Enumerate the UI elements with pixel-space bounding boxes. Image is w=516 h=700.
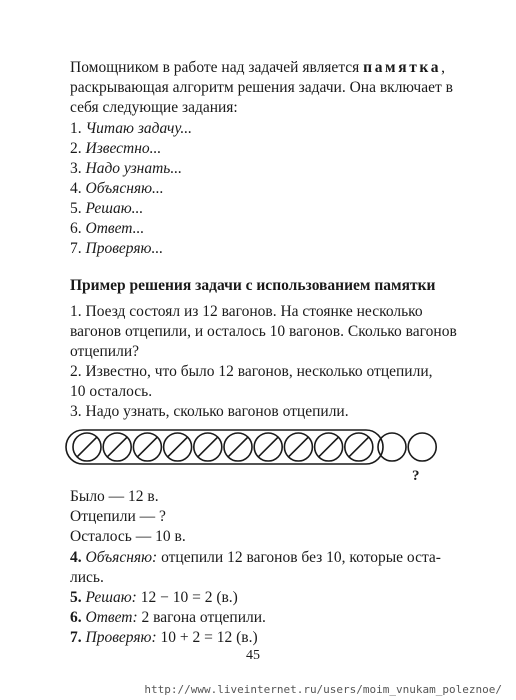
solution-step-4-cont: лись. (70, 569, 104, 586)
step-item: 7. Проверяю... (70, 240, 164, 257)
problem-line: вагонов отцепили, и осталось 10 вагонов. Сколько вагонов (70, 323, 457, 340)
watermark-url: http://www.liveinternet.ru/users/moim_vnukam_poleznoe/ (144, 683, 502, 696)
question-mark: ? (412, 468, 420, 484)
step-item: 2. Известно... (70, 140, 162, 157)
wagon-cross-stroke (137, 437, 157, 457)
solution-step-5: 5. Решаю: 12 − 10 = 2 (в.) (70, 589, 238, 606)
wagon-cross-stroke (258, 437, 278, 457)
step-item: 4. Объясняю... (70, 180, 164, 197)
intro-text: Помощником в работе над задачей является (70, 59, 364, 76)
solution-step-7: 7. Проверяю: 10 + 2 = 12 (в.) (70, 629, 258, 646)
find-line: 3. Надо узнать, сколько вагонов отцепили. (70, 403, 349, 420)
solution-step-6: 6. Ответ: 2 вагона отцепили. (70, 609, 266, 626)
intro-line-3: себя следующие задания: (70, 99, 238, 116)
step-item: 5. Решаю... (70, 200, 144, 217)
intro-line-2: раскрывающая алгоритм решения задачи. Она включает в (70, 79, 453, 96)
wagon-cross-stroke (288, 437, 308, 457)
step-item: 1. Читаю задачу... (70, 120, 192, 137)
problem-line: 1. Поезд состоял из 12 вагонов. На стоянке несколько (70, 303, 423, 320)
known-line: 2. Известно, что было 12 вагонов, несколько отцепили, (70, 363, 433, 380)
wagon-cross-stroke (198, 437, 218, 457)
wagon-cross-stroke (77, 437, 97, 457)
step-item: 3. Надо узнать... (70, 160, 182, 177)
note-removed: Отцепили — ? (70, 508, 166, 525)
problem-line: отцепили? (70, 343, 139, 360)
page-number: 45 (246, 648, 260, 663)
wagon-cross-stroke (228, 437, 248, 457)
note-was: Было — 12 в. (70, 488, 159, 505)
wagon-remaining (408, 433, 436, 461)
wagon-cross-stroke (168, 437, 188, 457)
section-heading: Пример решения задачи с использованием памятки (70, 277, 436, 294)
wagon-cross-stroke (349, 437, 369, 457)
known-line: 10 осталось. (70, 383, 153, 400)
note-left: Осталось — 10 в. (70, 528, 186, 545)
step-item: 6. Ответ... (70, 220, 145, 237)
wagon-cross-stroke (107, 437, 127, 457)
solution-step-4: 4. Объясняю: отцепили 12 вагонов без 10, которые оста- (70, 549, 441, 566)
wagon-cross-stroke (319, 437, 339, 457)
intro-keyword: памятка (363, 59, 442, 76)
intro-comma: , (441, 59, 445, 76)
